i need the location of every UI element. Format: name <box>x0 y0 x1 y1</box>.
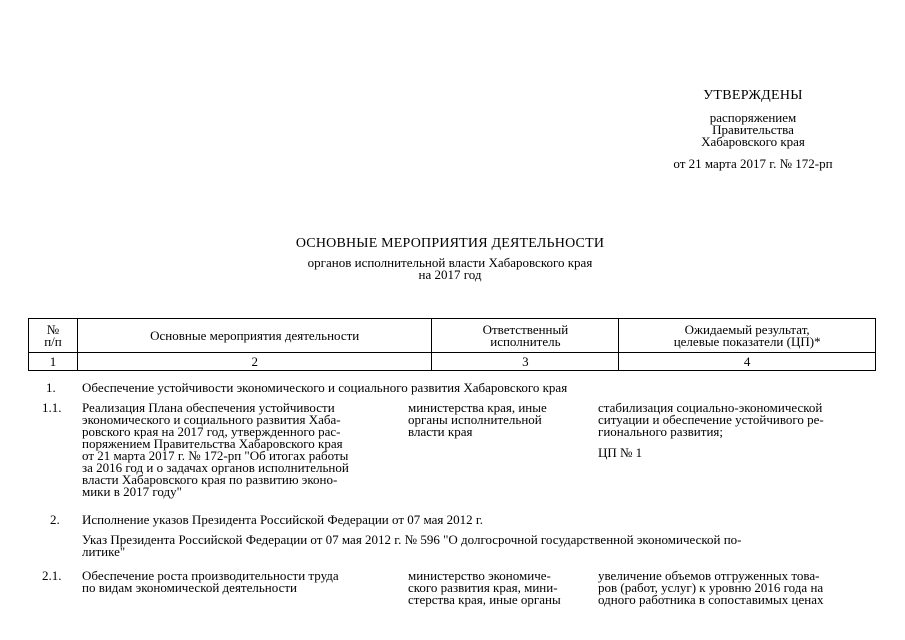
executor-line: органы исполнительной <box>408 412 542 427</box>
header-cell-executor <box>432 319 619 353</box>
activity-line: мики в 2017 году" <box>82 484 182 499</box>
approval-line: распоряжением <box>709 110 797 125</box>
executor-line: министерство экономиче- <box>408 568 551 583</box>
approval-line: Правительства <box>712 122 794 137</box>
header-text: п/п <box>44 333 62 349</box>
result-line: ситуации и обеспечение устойчивого ре- <box>598 412 824 427</box>
row-result <box>598 402 868 459</box>
section-number: 1. <box>46 380 56 395</box>
section-title: Исполнение указов Президента Российской Федерации от 07 мая 2012 г. <box>82 512 484 527</box>
activity-line: поряжением Правительства Хабаровского края <box>82 436 343 451</box>
table-header <box>28 318 876 371</box>
activity-line: от 21 марта 2017 г. № 172-рп "Об итогах работы <box>82 448 349 463</box>
column-number-row <box>29 353 876 371</box>
activity-line: власти Хабаровского края по развитию эконо- <box>82 472 338 487</box>
header-text: исполнитель <box>490 333 561 349</box>
approval-authority <box>640 112 866 148</box>
activity-line: за 2016 год и о задачах органов исполнительной <box>82 460 349 475</box>
activity-line: ровского края на 2017 год, утвержденного рас- <box>82 424 341 439</box>
header-row <box>29 319 876 353</box>
header-text: Ответственный <box>482 321 569 337</box>
header-cell-number <box>29 319 78 353</box>
header-text: Ожидаемый результат, <box>684 321 810 337</box>
result-line: увеличение объемов отгруженных това- <box>598 568 820 583</box>
header-cell-activity <box>77 319 432 353</box>
approval-title: УТВЕРЖДЕНЫ <box>703 88 803 103</box>
document-title: ОСНОВНЫЕ МЕРОПРИЯТИЯ ДЕЯТЕЛЬНОСТИ <box>295 236 605 251</box>
document-heading <box>160 236 740 281</box>
result-line: гионального развития; <box>598 424 723 439</box>
row-number: 2.1. <box>42 568 62 583</box>
activity-line: по видам экономической деятельности <box>82 580 297 595</box>
column-number: 3 <box>432 353 619 371</box>
activity-line: Реализация Плана обеспечения устойчивости <box>82 400 335 415</box>
activity-line: экономического и социального развития Хаба- <box>82 412 341 427</box>
result-line: одного работника в сопоставимых ценах <box>598 592 824 607</box>
row-activity <box>82 570 402 594</box>
row-result <box>598 570 868 606</box>
executor-line: власти края <box>408 424 473 439</box>
executor-line: стерства края, иные органы <box>408 592 561 607</box>
decree-reference <box>82 534 872 558</box>
row-executor <box>408 402 594 438</box>
approval-line: Хабаровского края <box>701 134 805 149</box>
result-line: стабилизация социально-экономической <box>598 400 823 415</box>
row-number: 1.1. <box>42 400 62 415</box>
header-cell-result <box>619 319 876 353</box>
section-title: Обеспечение устойчивости экономического и социального развития Хабаровского края <box>82 380 568 395</box>
column-number: 4 <box>619 353 876 371</box>
subtitle-line: органов исполнительной власти Хабаровского края <box>307 255 593 270</box>
document-subtitle <box>160 257 740 281</box>
approval-date: от 21 марта 2017 г. № 172-рп <box>673 156 833 171</box>
header-text: № <box>46 321 60 337</box>
column-number: 1 <box>29 353 78 371</box>
decree-line: литике" <box>82 544 126 559</box>
target-indicator: ЦП № 1 <box>598 445 643 460</box>
row-executor <box>408 570 594 606</box>
executor-line: ского развития края, мини- <box>408 580 558 595</box>
result-line: ров (работ, услуг) к уровню 2016 года на <box>598 580 824 595</box>
header-text: целевые показатели (ЦП)* <box>673 333 821 349</box>
activity-line: Обеспечение роста производительности труда <box>82 568 339 583</box>
row-activity <box>82 402 402 498</box>
column-number: 2 <box>77 353 432 371</box>
executor-line: министерства края, иные <box>408 400 547 415</box>
section-number: 2. <box>50 512 60 527</box>
header-text: Основные мероприятия деятельности <box>150 327 360 343</box>
approval-stamp <box>640 88 866 171</box>
subtitle-line: на 2017 год <box>418 267 482 282</box>
decree-line: Указ Президента Российской Федерации от 07 мая 2012 г. № 596 "О долгосрочной государственной экономической по- <box>82 532 742 547</box>
